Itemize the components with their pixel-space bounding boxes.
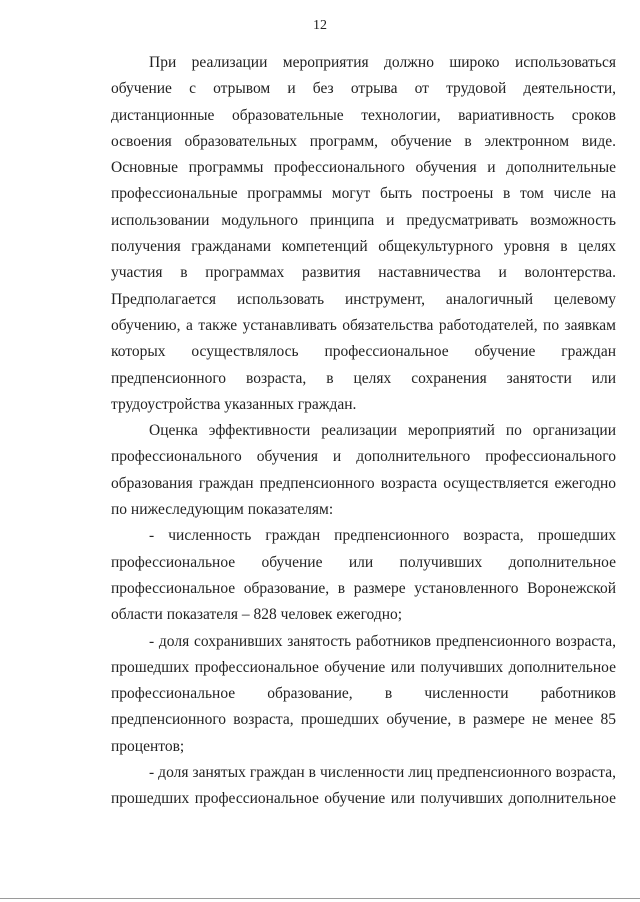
indicator-item-retained-share: - доля сохранивших занятость работников предпенсионного возраста, прошедших профессиональное обучение или получивших дополнительное профессиональное образование, в численности работников предпенсионного возраста, прошедших обучение, в размере не менее 85 процентов; <box>111 632 616 755</box>
paragraph-evaluation-intro: Оценка эффективности реализации мероприятий по организации профессионального обучения и дополнительного профессионального образования граждан предпенсионного возраста осуществляется ежегодно по нижеследующим показателям: <box>111 422 616 519</box>
document-body <box>111 50 616 813</box>
page-number: 12 <box>313 18 327 33</box>
indicator-item-employed-share: - доля занятых граждан в численности лиц предпенсионного возраста, прошедших профессиональное обучение или получивших дополнительное <box>111 764 616 808</box>
page-bottom-divider <box>0 898 640 899</box>
indicator-item-trained-count: - численность граждан предпенсионного возраста, прошедших профессиональное обучение или получивших дополнительное профессиональное образование, в размере установленного Воронежской области показателя – 828 человек ежегодно; <box>111 527 616 624</box>
paragraph-training-methods: При реализации мероприятия должно широко использоваться обучение с отрывом и без отрыва от трудовой деятельности, дистанционные образовательные технологии, вариативность сроков освоения образовательных программ, обучение в электронном виде. Основные программы профессионального обучения и дополнительные профессиональные программы могут быть построены в том числе на использовании модульного принципа и предусматривать возможность получения гражданами компетенций общекультурного уровня в целях участия в программах развития наставничества и волонтерства. Предполагается использовать инструмент, аналогичный целевому обучению, а также устанавливать обязательства работодателей, по заявкам которых осуществлялось профессиональное обучение граждан предпенсионного возраста, в целях сохранения занятости или трудоустройства указанных граждан. <box>111 54 616 413</box>
